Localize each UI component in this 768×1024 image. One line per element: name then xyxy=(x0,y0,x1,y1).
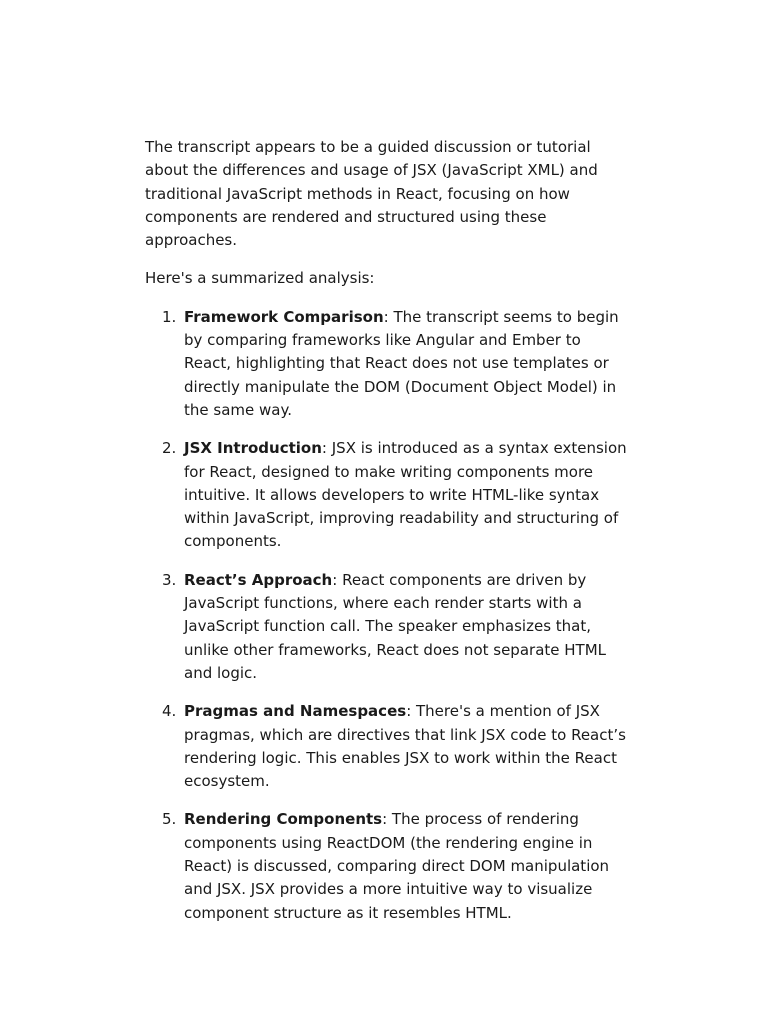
list-item-number: 4. xyxy=(162,702,177,721)
intro-paragraph: The transcript appears to be a guided discussion or tutorial about the differences and usage of JSX (JavaScript XML) and traditional JavaScript methods in React, focusing on how components are rendered and structured using these approaches. xyxy=(145,138,598,250)
list-item-text: : React components are driven by JavaScript functions, where each render starts with a JavaScript function call. The speaker emphasizes that, unlike other frameworks, React does not separate HTML and logic. xyxy=(184,570,606,682)
list-item-term: Framework Comparison xyxy=(184,307,384,326)
list-item-number: 5. xyxy=(162,810,177,829)
list-item-term: Rendering Components xyxy=(184,810,383,829)
list-item xyxy=(162,808,629,924)
lead-paragraph: Here's a summarized analysis: xyxy=(145,269,375,288)
list-item-text: : JSX is introduced as a syntax extension for React, designed to make writing components more intuitive. It allows developers to write HTML-like syntax within JavaScript, improving readability and structuring of components. xyxy=(184,439,627,551)
list-item xyxy=(162,437,629,553)
document-body xyxy=(145,136,629,940)
list-item xyxy=(162,700,629,793)
list-item xyxy=(162,569,629,685)
list-item-term: JSX Introduction xyxy=(184,439,322,458)
list-item xyxy=(162,306,629,422)
list-item-term: Pragmas and Namespaces xyxy=(184,702,407,721)
list-item-number: 2. xyxy=(162,439,177,458)
list-item-number: 3. xyxy=(162,570,177,589)
list-item-number: 1. xyxy=(162,307,177,326)
analysis-list xyxy=(145,306,629,925)
list-item-text: : There's a mention of JSX pragmas, which are directives that link JSX code to React’s rendering logic. This enables JSX to work within the React ecosystem. xyxy=(184,702,626,791)
list-item-term: React’s Approach xyxy=(184,570,333,589)
list-item-text: : The transcript seems to begin by comparing frameworks like Angular and Ember to React, highlighting that React does not use templates or directly manipulate the DOM (Document Object Model) in the same way. xyxy=(184,307,619,419)
list-item-text: : The process of rendering components using ReactDOM (the rendering engine in React) is discussed, comparing direct DOM manipulation and JSX. JSX provides a more intuitive way to visualize component structure as it resembles HTML. xyxy=(184,810,610,922)
